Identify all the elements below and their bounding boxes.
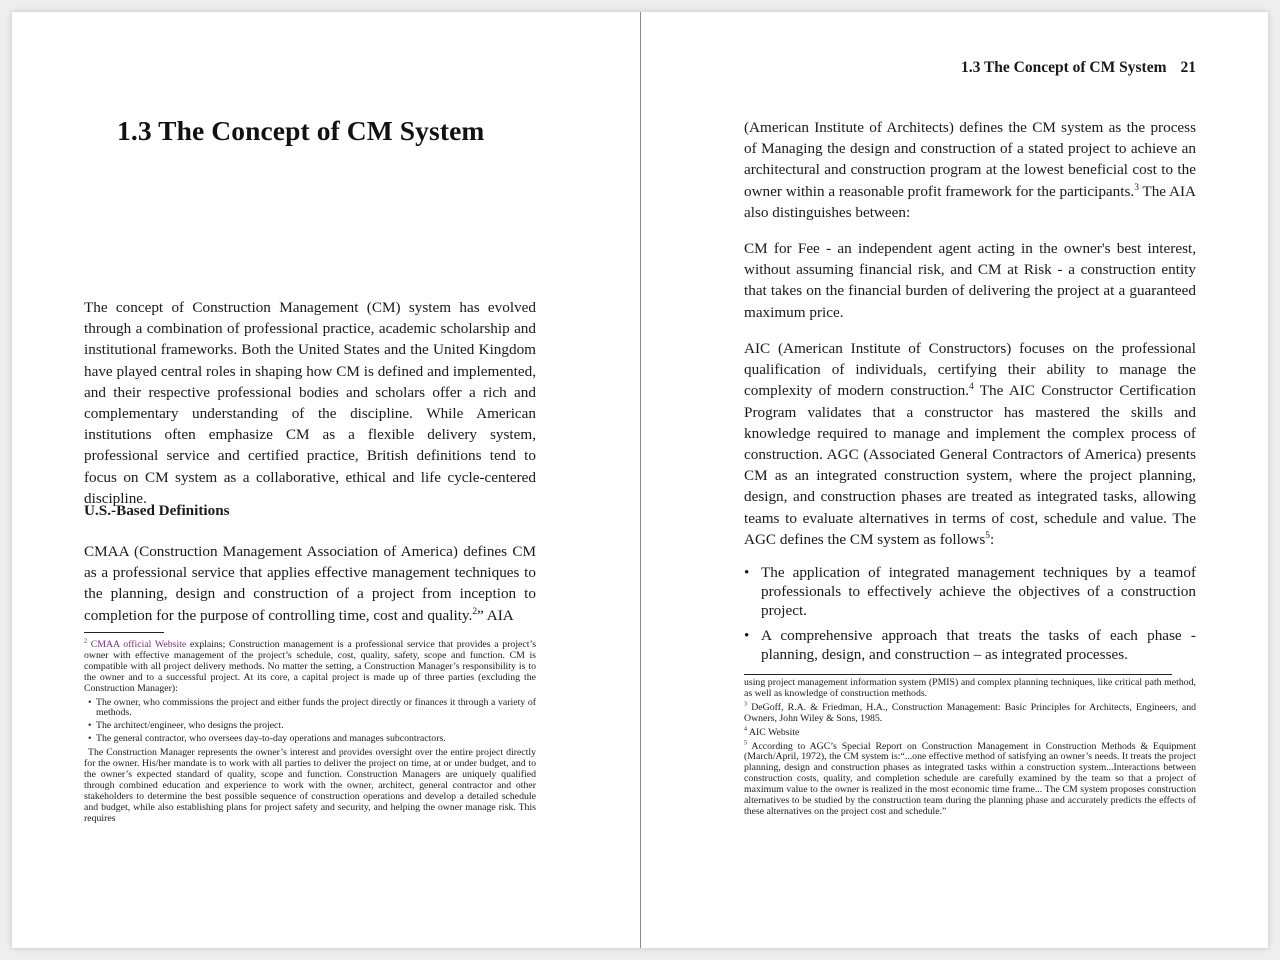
cmaa-tail: ” AIA	[477, 606, 514, 624]
section-subheading: U.S.-Based Definitions	[84, 502, 230, 519]
list-item	[744, 626, 1196, 664]
footnote-2-text: explains; Construction management is a professional service that provides a project’s owner with effective management of the project’s schedule, cost, quality, safety, scope and function. CM is compatible with all project delivery methods. No matter the setting, a Construction Manager’s responsibility is to the owner and to a successful project. At its core, a capital project is made up of three parties (excluding the Construction Manager):	[84, 639, 537, 694]
footnote-2-continued: using project management information system (PMIS) and complex planning techniques, like critical path method, as well as knowledge of construction methods.	[744, 677, 1196, 699]
running-head-title: 1.3 The Concept of CM System	[960, 59, 1167, 76]
running-head	[941, 59, 1196, 77]
footnote-bullet-item	[88, 734, 536, 745]
footnote-ref-3[interactable]: 3	[1134, 182, 1139, 193]
footnote-bullet-item	[88, 698, 536, 720]
bullet-dot-icon: •	[88, 720, 92, 732]
footnote-number: 4	[744, 726, 748, 733]
list-item	[744, 563, 1196, 620]
bullet-dot-icon: •	[744, 627, 750, 644]
footnote-3	[744, 703, 1196, 725]
list-item-text: The application of integrated management techniques by a teamof professionals to effectively achieve the objectives of a construction project.	[761, 564, 1196, 619]
left-page	[12, 12, 640, 948]
page-number: 21	[1180, 59, 1196, 76]
footnote-ref-2[interactable]: 2	[472, 606, 478, 617]
cmaa-website-link[interactable]: CMAA official Website	[90, 639, 187, 650]
agc-definition-list	[744, 563, 1196, 670]
aic-agc-text: The AIC Constructor Certification Program validates that a constructor has mastered the skills and knowledge required to manage and implement the complex process of construction. AGC (Associated General Contractors of America) presents CM as an integrated construction system, where the project planning, design, and construction phases are treated as integrated tasks, allowing teams to evaluate alternatives in terms of cost, schedule and value. The AGC defines the CM system as follows	[744, 382, 1196, 548]
footnote-bullet-text: The owner, who commissions the project and either funds the project directly or finances it through a variety of methods.	[96, 696, 536, 719]
aic-agc-paragraph	[744, 338, 1196, 550]
footnote-ref-5[interactable]: 5	[985, 530, 990, 541]
bullet-dot-icon: •	[744, 564, 750, 581]
right-page	[641, 12, 1268, 948]
book-spread	[12, 12, 1268, 948]
footnote-number: 2	[84, 638, 88, 645]
footnote-rule	[744, 674, 1172, 675]
footnote-2	[84, 640, 536, 695]
intro-paragraph: The concept of Construction Management (CM) system has evolved through a combination of professional practice, academic scholarship and institutional frameworks. Both the United States and the United Kingdom have played central roles in shaping how CM is defined and implemented, and their respective professional bodies and scholars offer a rich and complementary understanding of the discipline. While American institutions often emphasize CM as a flexible delivery system, professional service and certified practice, British definitions tend to focus on CM system as a collaborative, ethical and life cycle-centered discipline.	[84, 299, 536, 507]
footnote-rule	[84, 632, 164, 633]
aic-text: AIC (American Institute of Constructors) focuses on the professional qualification of individuals, certifying their ability to manage the complexity of modern construction.	[744, 340, 1196, 400]
footnote-3-text: DeGoff, R.A. & Friedman, H.A., Construction Management: Basic Principles for Architects, Engineers, and Owners, John Wiley & Sons, 1985.	[744, 701, 1196, 724]
footnote-2-continuation: The Construction Manager represents the owner’s interest and provides oversight over the entire project directly for the owner. His/her mandate is to work with all parties to deliver the project on time, at or under budget, and to the owner’s expected standard of quality, scope and function. Construction Managers are uniquely qualified through combined education and experience to work with the owner, architect, general contractor and other stakeholders to determine the best possible sequence of construction operations and develop a detailed schedule and budget, while also establishing plans for project safety and security, and helping the owner manage risk. This requires	[84, 747, 536, 824]
footnote-bullet-text: The architect/engineer, who designs the project.	[96, 720, 284, 732]
agc-tail: :	[990, 530, 995, 548]
footnote-5	[744, 742, 1196, 818]
bullet-dot-icon: •	[88, 733, 92, 745]
list-item-text: A comprehensive approach that treats the tasks of each phase -planning, design, and construction – as integrated processes.	[761, 627, 1196, 663]
footnote-number: 5	[744, 740, 748, 747]
footnote-2-bullets	[84, 698, 536, 746]
footnotes-left	[84, 640, 536, 828]
footnotes-right	[744, 678, 1196, 821]
aia-text: (American Institute of Architects) defines the CM system as the process of Managing the design and construction of a stated project to achieve an architectural and construction program at the lowest beneficial cost to the owner within a reasonable profit framework for the participants.	[744, 119, 1196, 200]
cmaa-paragraph	[84, 541, 536, 626]
cm-fee-paragraph: CM for Fee - an independent agent acting in the owner's best interest, without assuming financial risk, and CM at Risk - a construction entity that takes on the financial burden of delivering the project at a guaranteed maximum price.	[744, 240, 1196, 321]
cmaa-text: CMAA (Construction Management Association of America) defines CM as a professional service that applies effective management techniques to the planning, design and construction of a project from inception to completion for the purpose of controlling time, cost and quality.	[84, 543, 536, 624]
footnote-bullet-item	[88, 721, 536, 732]
footnote-5-text: According to AGC’s Special Report on Construction Management in Construction Methods & Equipment (March/April, 1972), the CM system is:“...one effective method of satisfying an owner’s needs. It treats the project planning, design and construction phases as integrated tasks within a construction system...Interactions between construction costs, quality, and completion schedule are carefully examined by the team so that a project of maximum value to the owner is realized in the most economic time frame... The CM system proposes construction alternatives to be studied by the construction team during the planning phase and accurately predicts the effects of these alternatives on the project cost and schedule.”	[744, 740, 1196, 817]
aia-paragraph	[744, 117, 1196, 223]
footnote-number: 3	[744, 701, 748, 708]
footnote-4	[744, 728, 1196, 739]
aic-website-link[interactable]: AIC Website	[747, 726, 800, 738]
footnote-ref-4[interactable]: 4	[969, 382, 974, 393]
bullet-dot-icon: •	[88, 696, 92, 708]
footnote-bullet-text: The general contractor, who oversees day-to-day operations and manages subcontractors.	[96, 733, 446, 745]
chapter-title: 1.3 The Concept of CM System	[117, 115, 485, 146]
aia-tail: The AIA also distinguishes between:	[744, 182, 1196, 221]
